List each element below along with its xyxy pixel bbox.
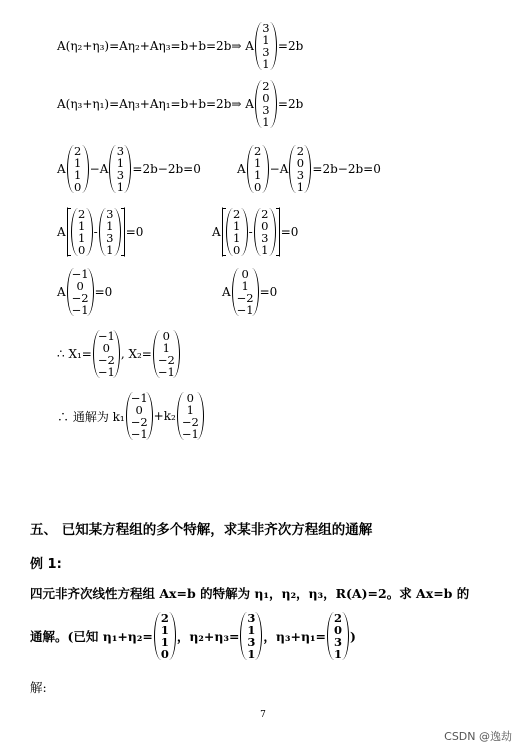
vector-entry: 1 xyxy=(116,156,125,170)
formula-text: A xyxy=(57,162,66,176)
solution-label: 解: xyxy=(30,680,47,695)
vector-entry: 3 xyxy=(262,21,270,35)
vector-entry: 0 xyxy=(78,243,86,257)
column-vector xyxy=(109,145,131,193)
vector-entry: 2 xyxy=(296,144,305,158)
column-vector xyxy=(126,392,153,440)
vector-entry: −1 xyxy=(130,427,148,441)
vector-entry: 3 xyxy=(106,207,114,221)
vector-entry: −1 xyxy=(97,329,115,343)
vector-entry: 0 xyxy=(135,403,143,417)
formula-text: A(η₂+η₃)=Aη₂+Aη₃=b+b=2b⇒ A xyxy=(57,39,254,53)
vector-entry: 2 xyxy=(233,207,241,221)
formula-text: ∴ 通解为 k₁ xyxy=(57,409,125,424)
vector-entry: −2 xyxy=(97,353,115,367)
formula-line xyxy=(57,392,526,440)
formula-text: A xyxy=(212,225,221,239)
vector-entry: 2 xyxy=(78,207,86,221)
formula-text: , X₂= xyxy=(120,347,152,361)
vector-entry: 0 xyxy=(241,267,249,281)
vector-entry: 1 xyxy=(261,243,269,257)
vector-entry: −1 xyxy=(181,427,199,441)
formula-text: A xyxy=(237,162,246,176)
vector-entry: 1 xyxy=(106,243,114,257)
column-vector xyxy=(232,268,259,316)
vector-entry: 1 xyxy=(74,168,82,182)
formula-text: =2b xyxy=(277,39,304,53)
vector-entry: −2 xyxy=(157,353,175,367)
vector-entry: 1 xyxy=(74,156,82,170)
vector-entry: 0 xyxy=(254,180,262,194)
vector-entry: 1 xyxy=(233,219,241,233)
vector-entry: 1 xyxy=(296,180,305,194)
formula-text: A xyxy=(57,285,66,299)
column-vector xyxy=(254,208,276,256)
column-vector xyxy=(226,208,248,256)
column-vector xyxy=(240,612,262,660)
vector-entry: 1 xyxy=(116,180,125,194)
vector-entry: −1 xyxy=(71,303,89,317)
column-vector xyxy=(153,330,180,378)
vector-entry: 0 xyxy=(333,623,342,637)
vector-entry: 2 xyxy=(261,207,269,221)
vector-entry: 3 xyxy=(262,45,270,59)
section-heading: 五、 已知某方程组的多个特解，求某非齐次方程组的通解 xyxy=(30,522,373,538)
vector-entry: −2 xyxy=(71,291,89,305)
example-label: 例 1: xyxy=(30,557,62,572)
vector-entry: −1 xyxy=(157,365,175,379)
vector-entry: 1 xyxy=(262,115,270,129)
vector-entry: 1 xyxy=(162,341,170,355)
column-vector xyxy=(327,612,349,660)
vector-entry: 1 xyxy=(78,231,86,245)
vector-entry: 1 xyxy=(160,635,169,649)
column-vector xyxy=(67,268,94,316)
problem-line-2 xyxy=(30,612,526,660)
formula-line xyxy=(222,268,526,316)
vector-entry: 1 xyxy=(247,647,256,661)
vector-entry: 0 xyxy=(233,243,241,257)
formula-text: =2b−2b=0 xyxy=(132,162,201,176)
vector-entry: 3 xyxy=(262,103,270,117)
column-vector xyxy=(255,80,277,128)
watermark: CSDN @逸劫 xyxy=(444,730,512,743)
vector-entry: 3 xyxy=(116,168,125,182)
formula-text: 通解。(已知 η₁+η₂= xyxy=(30,629,153,644)
vector-entry: 3 xyxy=(106,231,114,245)
formula-text: =2b−2b=0 xyxy=(312,162,381,176)
bracket-group xyxy=(67,207,125,257)
vector-entry: 1 xyxy=(186,403,194,417)
vector-entry: −1 xyxy=(236,303,254,317)
formula-text: - xyxy=(248,225,253,239)
vector-entry: 0 xyxy=(102,341,110,355)
formula-text: +k₂ xyxy=(153,409,176,423)
page-number: 7 xyxy=(260,710,266,720)
vector-entry: 1 xyxy=(254,156,262,170)
column-vector xyxy=(99,208,121,256)
vector-entry: 3 xyxy=(261,231,269,245)
formula-text: ，η₃+η₁= xyxy=(263,629,326,644)
problem-line-1: 四元非齐次线性方程组 Ax=b 的特解为 η₁，η₂，η₃，R(A)=2。求 Ax=b 的 xyxy=(30,586,470,601)
formula-text: - xyxy=(93,225,98,239)
vector-entry: 1 xyxy=(254,168,262,182)
column-vector xyxy=(177,392,204,440)
vector-entry: −1 xyxy=(71,267,89,281)
formula-text: A(η₃+η₁)=Aη₃+Aη₁=b+b=2b⇒ A xyxy=(57,97,254,111)
vector-entry: 1 xyxy=(333,647,342,661)
vector-entry: 1 xyxy=(106,219,114,233)
formula-text: A xyxy=(57,225,66,239)
formula-text: =0 xyxy=(94,285,113,299)
vector-entry: −2 xyxy=(181,415,199,429)
vector-entry: 1 xyxy=(247,623,256,637)
vector-entry: 2 xyxy=(254,144,262,158)
vector-entry: 2 xyxy=(74,144,82,158)
vector-entry: 2 xyxy=(262,79,270,93)
vector-entry: 2 xyxy=(333,611,342,625)
formula-text: ) xyxy=(350,628,356,644)
vector-entry: 0 xyxy=(74,180,82,194)
vector-entry: 3 xyxy=(333,635,342,649)
column-vector xyxy=(67,145,89,193)
vector-entry: 1 xyxy=(241,279,249,293)
vector-entry: 1 xyxy=(262,33,270,47)
vector-entry: 1 xyxy=(233,231,241,245)
vector-entry: 3 xyxy=(247,611,256,625)
formula-text: =0 xyxy=(125,225,144,239)
vector-entry: 2 xyxy=(160,611,169,625)
column-vector xyxy=(289,145,311,193)
vector-entry: 0 xyxy=(261,219,269,233)
column-vector xyxy=(154,612,176,660)
vector-entry: 1 xyxy=(262,57,270,71)
formula-line xyxy=(212,207,526,257)
vector-entry: 0 xyxy=(186,391,194,405)
formula-line xyxy=(237,145,526,193)
vector-entry: −2 xyxy=(236,291,254,305)
formula-text: ，η₂+η₃= xyxy=(176,629,240,644)
column-vector xyxy=(247,145,269,193)
vector-entry: 1 xyxy=(160,623,169,637)
formula-text: −A xyxy=(269,162,289,176)
formula-line xyxy=(57,22,526,70)
vector-entry: −1 xyxy=(97,365,115,379)
vector-entry: 0 xyxy=(296,156,305,170)
vector-entry: 3 xyxy=(296,168,305,182)
vector-entry: −2 xyxy=(130,415,148,429)
vector-entry: 0 xyxy=(262,91,270,105)
vector-entry: 3 xyxy=(116,144,125,158)
vector-entry: 3 xyxy=(247,635,256,649)
bracket-group xyxy=(222,207,280,257)
vector-entry: 0 xyxy=(76,279,84,293)
column-vector xyxy=(93,330,120,378)
column-vector xyxy=(71,208,93,256)
formula-text: A xyxy=(222,285,231,299)
vector-entry: 1 xyxy=(78,219,86,233)
formula-text: =2b xyxy=(277,97,304,111)
formula-text: ∴ X₁= xyxy=(57,347,92,361)
vector-entry: −1 xyxy=(130,391,148,405)
formula-line xyxy=(57,80,526,128)
vector-entry: 0 xyxy=(160,647,169,661)
vector-entry: 0 xyxy=(162,329,170,343)
formula-text: =0 xyxy=(259,285,278,299)
formula-line xyxy=(57,330,526,378)
formula-text: −A xyxy=(89,162,109,176)
formula-text: =0 xyxy=(280,225,299,239)
column-vector xyxy=(255,22,277,70)
